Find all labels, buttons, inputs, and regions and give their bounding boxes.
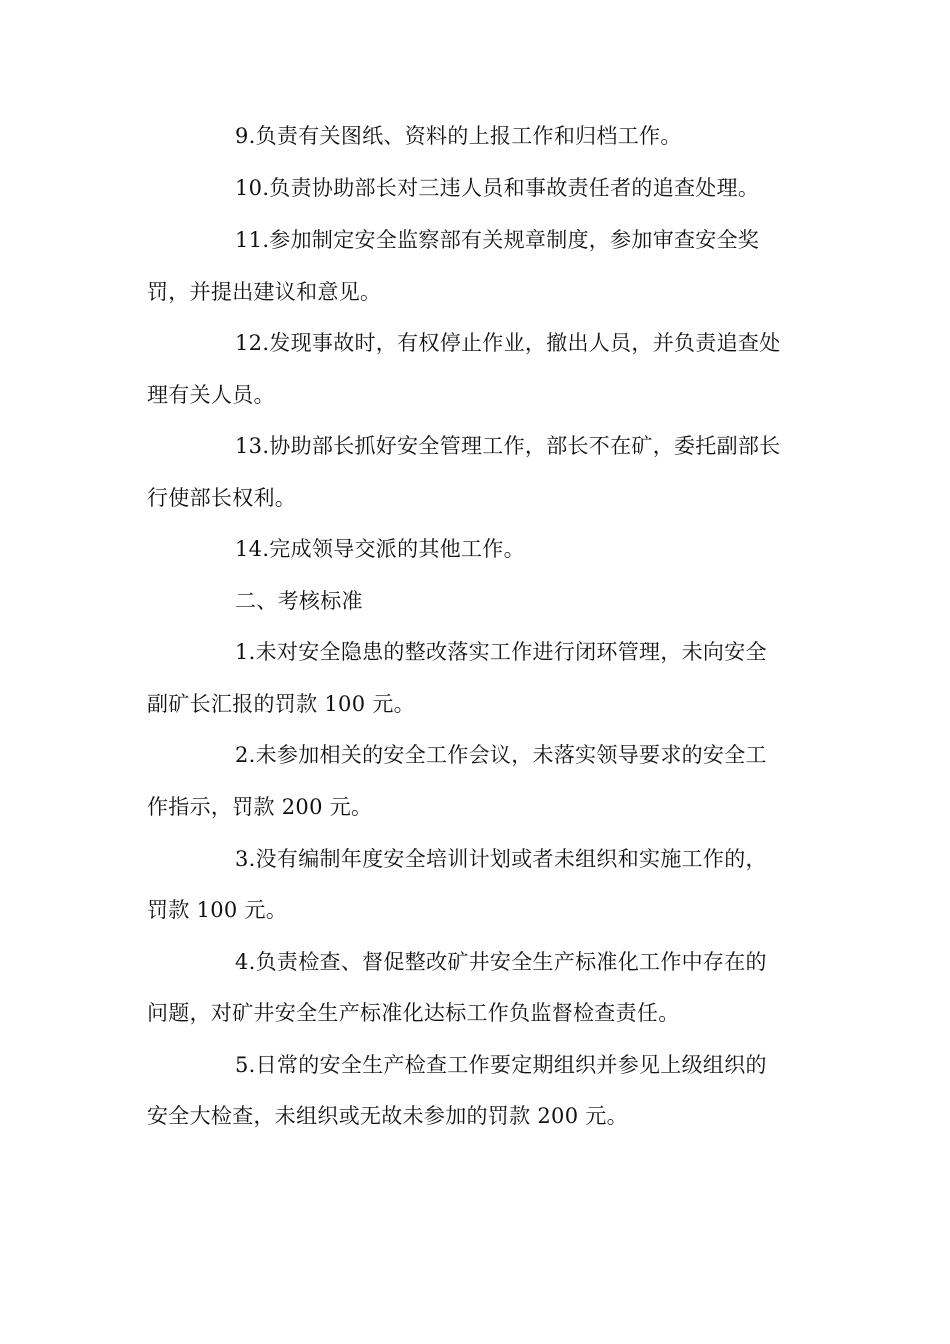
paragraph-line: 4.负责检查、督促整改矿井安全生产标准化工作中存在的 xyxy=(235,950,767,974)
paragraph-line: 行使部长权利。 xyxy=(147,486,297,510)
paragraph-line: 罚，并提出建议和意见。 xyxy=(147,280,382,304)
paragraph-line: 10.负责协助部长对三违人员和事故责任者的追查处理。 xyxy=(235,176,760,200)
paragraph-line: 2.未参加相关的安全工作会议，未落实领导要求的安全工 xyxy=(235,743,767,767)
paragraph-line: 5.日常的安全生产检查工作要定期组织并参见上级组织的 xyxy=(235,1053,767,1077)
paragraph-line: 3.没有编制年度安全培训计划或者未组织和实施工作的， xyxy=(235,847,767,871)
section-heading: 二、考核标准 xyxy=(235,589,363,613)
paragraph-line: 14.完成领导交派的其他工作。 xyxy=(235,537,525,561)
paragraph-line: 13.协助部长抓好安全管理工作，部长不在矿，委托副部长 xyxy=(235,434,781,458)
paragraph-line: 作指示，罚款 200 元。 xyxy=(147,795,373,819)
paragraph-line: 9.负责有关图纸、资料的上报工作和归档工作。 xyxy=(235,124,682,148)
paragraph-line: 安全大检查，未组织或无故未参加的罚款 200 元。 xyxy=(147,1104,628,1128)
paragraph-line: 理有关人员。 xyxy=(147,383,275,407)
paragraph-line: 12.发现事故时，有权停止作业，撤出人员，并负责追查处 xyxy=(235,331,781,355)
paragraph-line: 11.参加制定安全监察部有关规章制度，参加审查安全奖 xyxy=(235,228,760,252)
paragraph-line: 问题，对矿井安全生产标准化达标工作负监督检查责任。 xyxy=(147,1001,680,1025)
paragraph-line: 罚款 100 元。 xyxy=(147,898,288,922)
paragraph-line: 副矿长汇报的罚款 100 元。 xyxy=(147,692,415,716)
paragraph-line: 1.未对安全隐患的整改落实工作进行闭环管理，未向安全 xyxy=(235,640,767,664)
